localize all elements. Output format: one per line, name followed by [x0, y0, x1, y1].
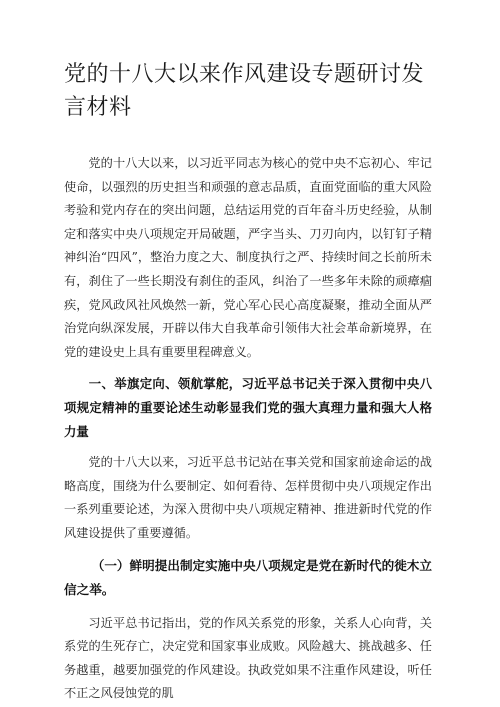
document-body	[64, 152, 432, 706]
paragraph-section-1: 党的十八大以来，习近平总书记站在事关党和国家前途命运的战略高度，围绕为什么要制定、如何看待、怎样贯彻中央八项规定作出一系列重要论述，为深入贯彻中央八项规定精神、推进新时代党的作风建设提供了重要遵循。	[64, 455, 432, 540]
paragraph-intro: 党的十八大以来，以习近平同志为核心的党中央不忘初心、牢记使命，以强烈的历史担当和顽强的意志品质，直面党面临的重大风险考验和党内存在的突出问题，总结运用党的百年奋斗历史经验，从制定和落实中央八项规定开局破题，严字当头、刀刃向内，以钉钉子精神纠治“四风”，整治力度之大、制度执行之严、持续时间之长前所未有，刹住了一些长期没有刹住的歪风，纠治了一些多年未除的顽瘴痼疾，党风政风社风焕然一新，党心军心民心高度凝聚，推动全面从严治党向纵深发展，开辟以伟大自我革命引领伟大社会革命新境界，在党的建设史上具有重要里程碑意义。	[64, 156, 432, 359]
paragraph-subsection-1: 习近平总书记指出，党的作风关系党的形象，关系人心向背，关系党的生死存亡，决定党和国家事业成败。风险越大、挑战越多、任务越重，越要加强党的作风建设。执政党如果不注重作风建设，听任不正之风侵蚀党的肌	[64, 615, 432, 701]
section-heading-1: 一、举旗定向、领航掌舵，习近平总书记关于深入贯彻中央八项规定精神的重要论述生动彰显我们党的强大真理力量和强大人格力量	[64, 376, 432, 439]
subsection-heading-1: （一）鲜明提出制定实施中央八项规定是党在新时代的徙木立信之举。	[64, 557, 432, 597]
document-title: 党的十八大以来作风建设专题研讨发言材料	[64, 62, 425, 120]
